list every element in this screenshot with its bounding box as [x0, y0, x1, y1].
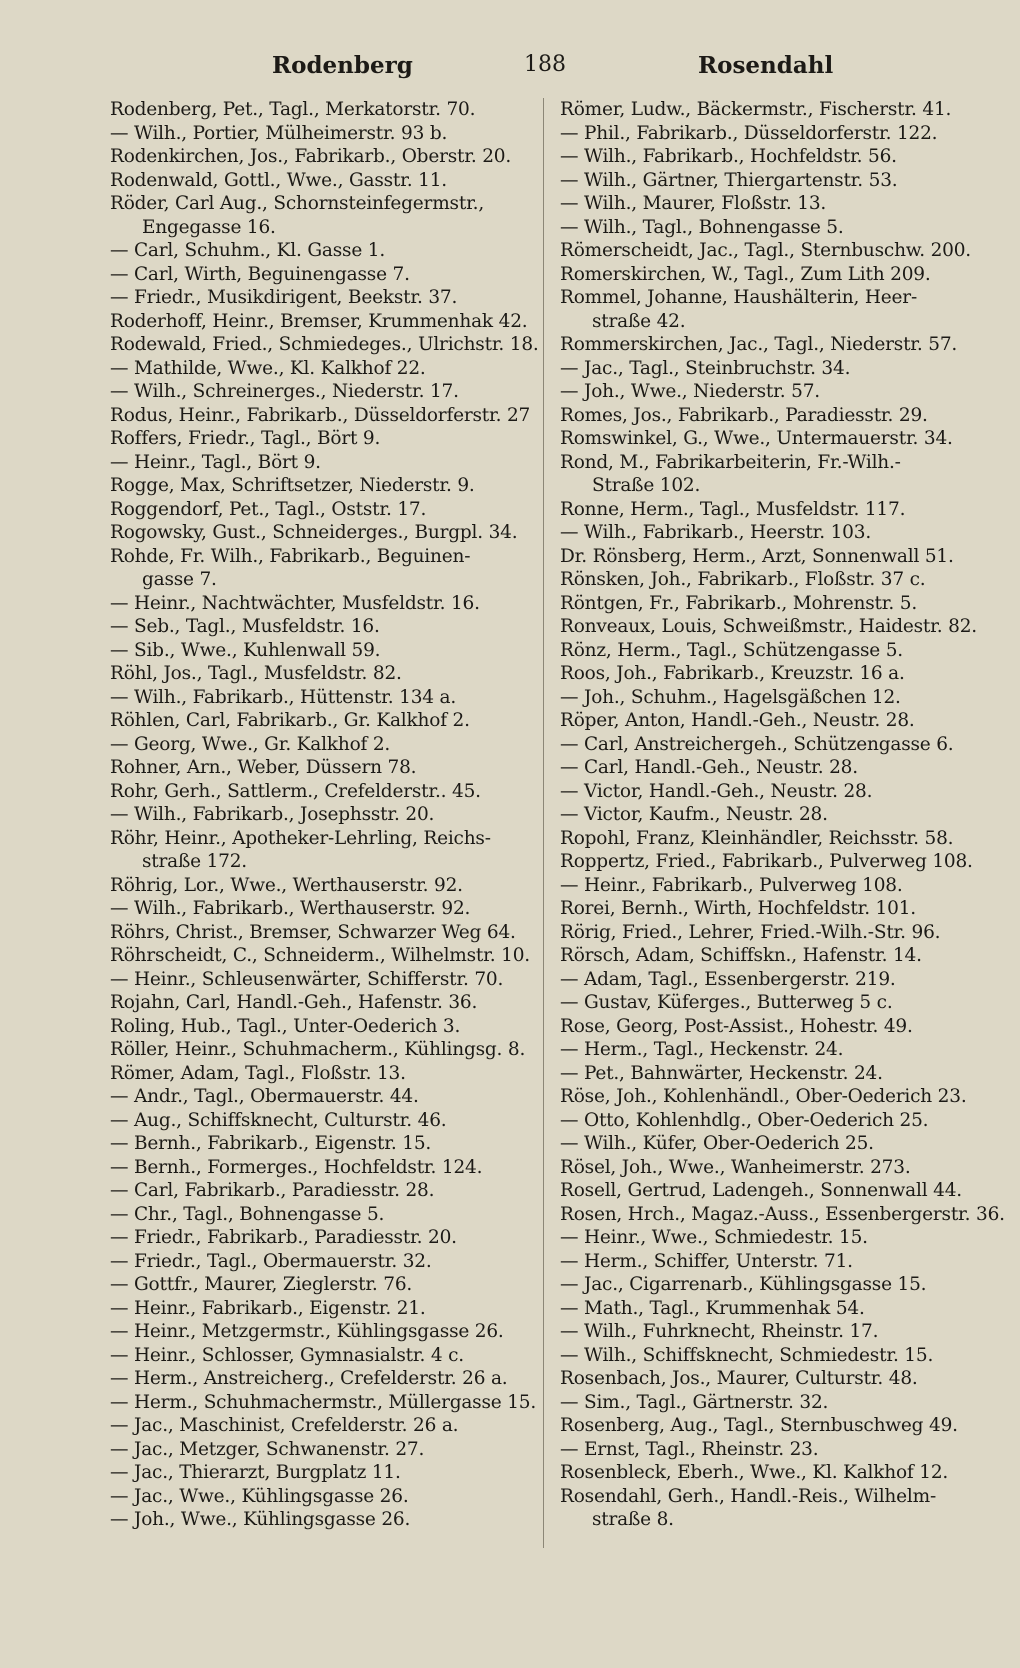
directory-entry: Römer, Adam, Tagl., Floßstr. 13. [110, 1062, 406, 1084]
directory-entry: Rorei, Bernh., Wirth, Hochfeldstr. 101. [560, 898, 916, 919]
directory-entry: Rommel, Johanne, Haushälterin, Heer- [560, 287, 917, 308]
directory-entry: — Wilh., Fabrikarb., Heerstr. 103. [560, 522, 872, 543]
directory-entry: — Friedr., Fabrikarb., Paradiesstr. 20. [110, 1227, 457, 1248]
directory-entry: — Carl, Schuhm., Kl. Gasse 1. [110, 240, 386, 261]
directory-entry: — Wilh., Schreinerges., Niederstr. 17. [110, 381, 459, 402]
directory-entry: — Heinr., Metzgermstr., Kühlingsgasse 26. [110, 1321, 504, 1342]
directory-entry: Rohr, Gerh., Sattlerm., Crefelderstr.. 45. [110, 780, 481, 802]
directory-entry: Röntgen, Fr., Fabrikarb., Mohrenstr. 5. [560, 592, 918, 614]
directory-entry: Röhrig, Lor., Wwe., Werthauserstr. 92. [110, 874, 463, 896]
directory-entry: — Wilh., Schiffsknecht, Schmiedestr. 15. [560, 1344, 934, 1366]
directory-entry: Roppertz, Fried., Fabrikarb., Pulverweg 108. [560, 851, 973, 872]
directory-entry: Rose, Georg, Post-Assist., Hohestr. 49. [560, 1015, 913, 1037]
directory-entry: — Wilh., Portier, Mülheimerstr. 93 b. [110, 122, 448, 144]
directory-entry: — Mathilde, Wwe., Kl. Kalkhof 22. [110, 357, 426, 379]
directory-entry: — Herm., Schiffer, Unterstr. 71. [560, 1250, 853, 1272]
directory-entry: — Adam, Tagl., Essenbergerstr. 219. [560, 968, 896, 990]
directory-entry: — Wilh., Fabrikarb., Hochfeldstr. 56. [560, 146, 897, 167]
header-first-entry: Rodenberg [272, 52, 413, 79]
directory-entry: — Herm., Anstreicherg., Crefelderstr. 26 a. [110, 1368, 508, 1389]
directory-entry: Röder, Carl Aug., Schornsteinfegermstr., [110, 193, 485, 214]
directory-entry: Römerscheidt, Jac., Tagl., Sternbuschw. 200. [560, 240, 971, 261]
directory-entry: — Andr., Tagl., Obermauerstr. 44. [110, 1086, 419, 1107]
directory-entry: — Heinr., Schleusenwärter, Schifferstr. 70. [110, 968, 504, 990]
directory-entry: — Otto, Kohlenhdlg., Ober-Oederich 25. [560, 1109, 929, 1131]
directory-entry: Röhr, Heinr., Apotheker-Lehrling, Reichs- [110, 827, 491, 849]
directory-entry: Romerskirchen, W., Tagl., Zum Lith 209. [560, 263, 931, 285]
directory-entry: — Wilh., Tagl., Bohnengasse 5. [560, 216, 844, 238]
directory-entry: Rosendahl, Gerh., Handl.-Reis., Wilhelm- [560, 1485, 937, 1507]
directory-entry: Roggendorf, Pet., Tagl., Oststr. 17. [110, 498, 427, 520]
directory-entry: Rodewald, Fried., Schmiedeges., Ulrichstr. 18. [110, 334, 539, 355]
directory-entry: Rörig, Fried., Lehrer, Fried.-Wilh.-Str. 96. [560, 921, 941, 943]
directory-entry: — Jac., Tagl., Steinbruchstr. 34. [560, 357, 851, 379]
directory-entry: Rohner, Arn., Weber, Düssern 78. [110, 757, 417, 778]
directory-entry-continuation: Straße 102. [592, 475, 701, 496]
directory-entry: Rosell, Gertrud, Ladengeh., Sonnenwall 44. [560, 1180, 962, 1201]
directory-entry: Ronne, Herm., Tagl., Musfeldstr. 117. [560, 498, 906, 520]
directory-entry: — Phil., Fabrikarb., Düsseldorferstr. 122. [560, 122, 938, 144]
directory-entry: — Carl, Fabrikarb., Paradiesstr. 28. [110, 1180, 435, 1201]
directory-entry: — Jac., Metzger, Schwanenstr. 27. [110, 1438, 425, 1460]
header-last-entry: Rosendahl [698, 52, 834, 79]
directory-entry: — Chr., Tagl., Bohnengasse 5. [110, 1203, 385, 1225]
directory-entry: Rojahn, Carl, Handl.-Geh., Hafenstr. 36. [110, 992, 478, 1013]
directory-entry: Romes, Jos., Fabrikarb., Paradiesstr. 29. [560, 404, 928, 426]
directory-entry: — Wilh., Gärtner, Thiergartenstr. 53. [560, 169, 898, 191]
directory-entry: Roffers, Friedr., Tagl., Bört 9. [110, 428, 381, 449]
directory-entry: Rodenberg, Pet., Tagl., Merkatorstr. 70. [110, 99, 476, 120]
directory-entry: Roling, Hub., Tagl., Unter-Oederich 3. [110, 1015, 461, 1037]
directory-entry: — Gottfr., Maurer, Zieglerstr. 76. [110, 1274, 413, 1295]
directory-entry-continuation: straße 8. [592, 1509, 674, 1530]
directory-entry: — Friedr., Tagl., Obermauerstr. 32. [110, 1250, 432, 1272]
directory-entry: — Bernh., Formerges., Hochfeldstr. 124. [110, 1156, 483, 1178]
directory-entry: Rodenkirchen, Jos., Fabrikarb., Oberstr. 20. [110, 146, 512, 167]
directory-entry: — Wilh., Küfer, Ober-Oederich 25. [560, 1133, 874, 1154]
left-column [110, 98, 540, 1532]
directory-entry: Romswinkel, G., Wwe., Untermauerstr. 34. [560, 428, 953, 449]
directory-entry: — Herm., Tagl., Heckenstr. 24. [560, 1039, 844, 1060]
directory-entry: — Victor, Handl.-Geh., Neustr. 28. [560, 780, 873, 802]
directory-entry: Rodus, Heinr., Fabrikarb., Düsseldorferstr. 27 [110, 404, 531, 426]
directory-entry: — Joh., Schuhm., Hagelsgäßchen 12. [560, 686, 901, 708]
directory-entry: — Heinr., Fabrikarb., Pulverweg 108. [560, 874, 903, 896]
directory-entry: — Seb., Tagl., Musfeldstr. 16. [110, 616, 380, 637]
right-column [560, 98, 1005, 1532]
directory-entry: — Heinr., Wwe., Schmiedestr. 15. [560, 1227, 868, 1248]
directory-entry: Rogowsky, Gust., Schneiderges., Burgpl. 34. [110, 522, 518, 543]
directory-entry: Dr. Rönsberg, Herm., Arzt, Sonnenwall 51. [560, 545, 954, 567]
directory-entry: Röhrs, Christ., Bremser, Schwarzer Weg 64. [110, 921, 516, 943]
directory-entry: — Carl, Wirth, Beguinengasse 7. [110, 263, 410, 285]
directory-entry: Rörsch, Adam, Schiffskn., Hafenstr. 14. [560, 945, 922, 966]
directory-entry: — Heinr., Nachtwächter, Musfeldstr. 16. [110, 592, 480, 614]
directory-entry-continuation: Engegasse 16. [142, 216, 276, 238]
directory-entry: — Heinr., Fabrikarb., Eigenstr. 21. [110, 1297, 426, 1319]
directory-entry-continuation: straße 172. [142, 851, 247, 872]
directory-entry: Röhlen, Carl, Fabrikarb., Gr. Kalkhof 2. [110, 710, 470, 731]
directory-entry: Röhrscheidt, C., Schneiderm., Wilhelmstr. 10. [110, 945, 530, 966]
page-header [0, 52, 1020, 88]
directory-entry: — Herm., Schuhmachermstr., Müllergasse 15. [110, 1391, 537, 1413]
directory-entry: Ropohl, Franz, Kleinhändler, Reichsstr. 58. [560, 827, 954, 849]
directory-entry-continuation: gasse 7. [142, 569, 217, 590]
directory-entry: Rosenbach, Jos., Maurer, Culturstr. 48. [560, 1368, 918, 1389]
directory-entry: Rommerskirchen, Jac., Tagl., Niederstr. 57. [560, 334, 958, 355]
directory-entry: — Victor, Kaufm., Neustr. 28. [560, 804, 828, 825]
directory-entry: Röper, Anton, Handl.-Geh., Neustr. 28. [560, 710, 915, 731]
directory-entry: — Carl, Handl.-Geh., Neustr. 28. [560, 757, 858, 778]
directory-entry: — Wilh., Fuhrknecht, Rheinstr. 17. [560, 1321, 879, 1342]
directory-entry: — Friedr., Musikdirigent, Beekstr. 37. [110, 287, 458, 308]
directory-entry: — Bernh., Fabrikarb., Eigenstr. 15. [110, 1133, 432, 1154]
directory-entry: — Ernst, Tagl., Rheinstr. 23. [560, 1438, 819, 1460]
page-number: 188 [524, 52, 566, 77]
directory-entry: — Carl, Anstreichergeh., Schützengasse 6. [560, 733, 954, 755]
directory-entry: Roderhoff, Heinr., Bremser, Krummenhak 42. [110, 310, 528, 332]
directory-entry: — Joh., Wwe., Kühlingsgasse 26. [110, 1509, 411, 1530]
directory-entry: Rohde, Fr. Wilh., Fabrikarb., Beguinen- [110, 545, 471, 567]
directory-entry-continuation: straße 42. [592, 310, 686, 332]
directory-entry: — Jac., Thierarzt, Burgplatz 11. [110, 1462, 401, 1483]
directory-entry: — Jac., Maschinist, Crefelderstr. 26 a. [110, 1415, 459, 1436]
directory-entry: — Heinr., Tagl., Bört 9. [110, 451, 321, 473]
directory-entry: Rönsken, Joh., Fabrikarb., Floßstr. 37 c. [560, 569, 926, 590]
directory-entry: — Math., Tagl., Krummenhak 54. [560, 1297, 865, 1319]
directory-entry: Roos, Joh., Fabrikarb., Kreuzstr. 16 a. [560, 663, 905, 684]
directory-entry: Rodenwald, Gottl., Wwe., Gasstr. 11. [110, 169, 447, 191]
directory-entry: Rosen, Hrch., Magaz.-Auss., Essenbergerstr. 36. [560, 1203, 1005, 1225]
directory-entry: — Joh., Wwe., Niederstr. 57. [560, 381, 820, 402]
directory-entry: — Wilh., Fabrikarb., Werthauserstr. 92. [110, 898, 471, 919]
directory-entry: — Sim., Tagl., Gärtnerstr. 32. [560, 1391, 829, 1413]
directory-entry: Rond, M., Fabrikarbeiterin, Fr.-Wilh.- [560, 451, 901, 473]
directory-entry: — Wilh., Fabrikarb., Hüttenstr. 134 a. [110, 686, 457, 708]
directory-entry: — Heinr., Schlosser, Gymnasialstr. 4 c. [110, 1344, 464, 1366]
directory-entry: — Jac., Wwe., Kühlingsgasse 26. [110, 1485, 409, 1507]
directory-entry: Rösel, Joh., Wwe., Wanheimerstr. 273. [560, 1156, 911, 1178]
column-divider [543, 98, 544, 1548]
directory-entry: — Sib., Wwe., Kuhlenwall 59. [110, 639, 381, 661]
directory-entry: — Wilh., Fabrikarb., Josephsstr. 20. [110, 804, 435, 825]
directory-entry: — Jac., Cigarrenarb., Kühlingsgasse 15. [560, 1274, 927, 1295]
directory-entry: Ronveaux, Louis, Schweißmstr., Haidestr. 82. [560, 616, 977, 637]
directory-entry: Röhl, Jos., Tagl., Musfeldstr. 82. [110, 663, 402, 684]
directory-entry: — Georg, Wwe., Gr. Kalkhof 2. [110, 733, 391, 755]
directory-entry: Rönz, Herm., Tagl., Schützengasse 5. [560, 639, 903, 661]
directory-entry: Römer, Ludw., Bäckermstr., Fischerstr. 41. [560, 99, 952, 120]
directory-entry: — Pet., Bahnwärter, Heckenstr. 24. [560, 1062, 883, 1084]
directory-entry: — Gustav, Küferges., Butterweg 5 c. [560, 992, 893, 1013]
directory-entry: Rosenberg, Aug., Tagl., Sternbuschweg 49. [560, 1415, 958, 1436]
directory-entry: Röller, Heinr., Schuhmacherm., Kühlingsg. 8. [110, 1039, 526, 1060]
directory-entry: Röse, Joh., Kohlenhändl., Ober-Oederich 23. [560, 1086, 967, 1107]
directory-entry: Rogge, Max, Schriftsetzer, Niederstr. 9. [110, 475, 475, 496]
directory-entry: Rosenbleck, Eberh., Wwe., Kl. Kalkhof 12. [560, 1462, 949, 1483]
directory-entry: — Wilh., Maurer, Floßstr. 13. [560, 193, 827, 214]
directory-entry: — Aug., Schiffsknecht, Culturstr. 46. [110, 1109, 447, 1131]
